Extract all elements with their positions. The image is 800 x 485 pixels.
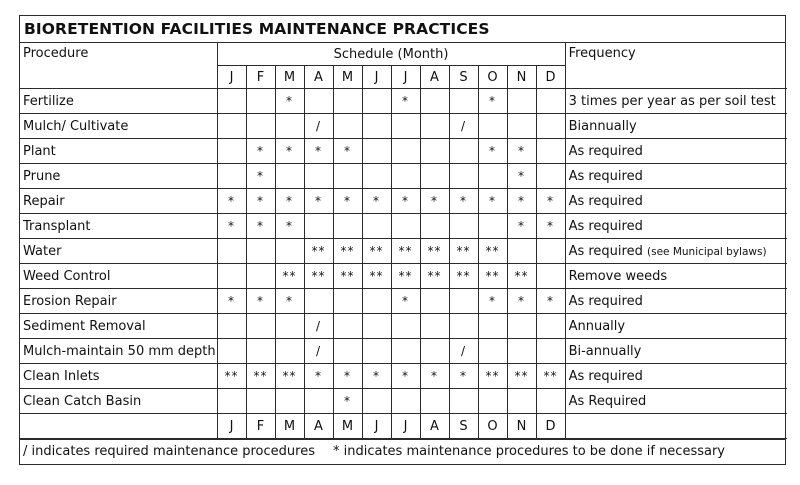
month-header: N bbox=[507, 66, 536, 89]
schedule-mark bbox=[449, 314, 478, 339]
schedule-mark: ** bbox=[391, 239, 420, 264]
frequency-text: As required bbox=[568, 293, 643, 309]
procedure-cell: Repair bbox=[20, 189, 217, 214]
frequency-cell bbox=[565, 214, 787, 239]
schedule-mark bbox=[449, 389, 478, 414]
procedure-cell: Clean Inlets bbox=[20, 364, 217, 389]
schedule-mark: * bbox=[391, 289, 420, 314]
schedule-mark bbox=[217, 239, 246, 264]
schedule-mark bbox=[333, 289, 362, 314]
frequency-text: Remove weeds bbox=[568, 268, 668, 284]
schedule-mark bbox=[362, 139, 391, 164]
schedule-mark: * bbox=[304, 189, 333, 214]
schedule-mark: ** bbox=[217, 364, 246, 389]
schedule-mark bbox=[362, 89, 391, 114]
schedule-mark: * bbox=[420, 189, 449, 214]
schedule-mark: ** bbox=[333, 239, 362, 264]
schedule-mark bbox=[420, 389, 449, 414]
schedule-mark bbox=[478, 114, 507, 139]
month-footer: J bbox=[391, 414, 420, 439]
schedule-mark bbox=[246, 339, 275, 364]
schedule-mark bbox=[217, 139, 246, 164]
schedule-mark: ** bbox=[478, 364, 507, 389]
frequency-text: 3 times per year as per soil test bbox=[568, 93, 776, 109]
frequency-cell bbox=[565, 189, 787, 214]
schedule-mark bbox=[333, 114, 362, 139]
schedule-mark bbox=[275, 164, 304, 189]
frequency-cell bbox=[565, 164, 787, 189]
schedule-mark: * bbox=[391, 89, 420, 114]
schedule-mark bbox=[362, 389, 391, 414]
month-header: S bbox=[449, 66, 478, 89]
schedule-mark bbox=[217, 389, 246, 414]
schedule-mark: * bbox=[478, 89, 507, 114]
schedule-mark bbox=[507, 114, 536, 139]
frequency-cell bbox=[565, 89, 787, 114]
month-footer: N bbox=[507, 414, 536, 439]
maintenance-table bbox=[20, 43, 787, 439]
table-row bbox=[20, 289, 787, 314]
schedule-mark bbox=[536, 89, 565, 114]
month-footer: A bbox=[420, 414, 449, 439]
month-header: M bbox=[333, 66, 362, 89]
schedule-mark: * bbox=[478, 139, 507, 164]
legend bbox=[20, 439, 785, 464]
schedule-mark: * bbox=[275, 289, 304, 314]
procedure-header: Procedure bbox=[20, 43, 217, 89]
frequency-cell bbox=[565, 339, 787, 364]
schedule-mark bbox=[507, 389, 536, 414]
page-title: BIORETENTION FACILITIES MAINTENANCE PRACTICES bbox=[20, 16, 785, 43]
schedule-mark: * bbox=[536, 189, 565, 214]
schedule-mark: * bbox=[275, 89, 304, 114]
schedule-mark bbox=[304, 289, 333, 314]
month-footer: J bbox=[217, 414, 246, 439]
schedule-mark: * bbox=[507, 214, 536, 239]
schedule-mark bbox=[478, 314, 507, 339]
month-header: M bbox=[275, 66, 304, 89]
schedule-mark: * bbox=[391, 364, 420, 389]
procedure-cell: Fertilize bbox=[20, 89, 217, 114]
schedule-mark bbox=[391, 389, 420, 414]
month-header: D bbox=[536, 66, 565, 89]
schedule-mark bbox=[246, 389, 275, 414]
schedule-mark bbox=[449, 214, 478, 239]
schedule-mark bbox=[333, 339, 362, 364]
schedule-mark bbox=[246, 89, 275, 114]
schedule-mark bbox=[333, 314, 362, 339]
schedule-mark: * bbox=[304, 139, 333, 164]
schedule-mark: * bbox=[507, 164, 536, 189]
procedure-cell: Erosion Repair bbox=[20, 289, 217, 314]
schedule-mark bbox=[536, 139, 565, 164]
schedule-mark: ** bbox=[304, 239, 333, 264]
schedule-mark: ** bbox=[362, 264, 391, 289]
frequency-cell bbox=[565, 389, 787, 414]
schedule-mark bbox=[507, 314, 536, 339]
schedule-mark: * bbox=[246, 139, 275, 164]
schedule-mark: * bbox=[478, 289, 507, 314]
schedule-mark: ** bbox=[275, 364, 304, 389]
procedure-cell: Sediment Removal bbox=[20, 314, 217, 339]
schedule-mark: ** bbox=[478, 239, 507, 264]
frequency-cell bbox=[565, 314, 787, 339]
schedule-mark bbox=[275, 314, 304, 339]
schedule-mark: * bbox=[333, 389, 362, 414]
month-header: J bbox=[217, 66, 246, 89]
schedule-mark: * bbox=[275, 189, 304, 214]
month-header: A bbox=[420, 66, 449, 89]
frequency-text: As required bbox=[568, 218, 643, 234]
month-header: O bbox=[478, 66, 507, 89]
schedule-mark bbox=[420, 139, 449, 164]
schedule-mark: ** bbox=[333, 264, 362, 289]
schedule-mark bbox=[304, 214, 333, 239]
footer-blank-cell bbox=[565, 414, 787, 439]
schedule-mark bbox=[333, 214, 362, 239]
footer-blank-cell bbox=[20, 414, 217, 439]
schedule-mark bbox=[478, 214, 507, 239]
maintenance-sheet bbox=[19, 15, 786, 465]
procedure-cell: Weed Control bbox=[20, 264, 217, 289]
month-footer: M bbox=[333, 414, 362, 439]
schedule-mark bbox=[246, 114, 275, 139]
schedule-mark bbox=[275, 389, 304, 414]
frequency-cell bbox=[565, 239, 787, 264]
frequency-cell bbox=[565, 114, 787, 139]
table-row bbox=[20, 389, 787, 414]
schedule-mark: * bbox=[217, 214, 246, 239]
schedule-mark bbox=[275, 114, 304, 139]
schedule-mark: ** bbox=[420, 264, 449, 289]
schedule-mark bbox=[362, 289, 391, 314]
procedure-cell: Mulch-maintain 50 mm depth bbox=[20, 339, 217, 364]
schedule-mark bbox=[391, 139, 420, 164]
schedule-mark bbox=[536, 389, 565, 414]
schedule-mark: * bbox=[304, 364, 333, 389]
schedule-mark bbox=[391, 314, 420, 339]
table-row bbox=[20, 114, 787, 139]
month-footer: M bbox=[275, 414, 304, 439]
schedule-mark bbox=[536, 164, 565, 189]
schedule-mark bbox=[362, 339, 391, 364]
table-row bbox=[20, 214, 787, 239]
schedule-mark bbox=[420, 339, 449, 364]
schedule-mark bbox=[391, 164, 420, 189]
schedule-mark bbox=[362, 114, 391, 139]
schedule-mark: * bbox=[246, 164, 275, 189]
schedule-mark: / bbox=[449, 339, 478, 364]
table-row bbox=[20, 189, 787, 214]
month-footer: F bbox=[246, 414, 275, 439]
schedule-mark: ** bbox=[391, 264, 420, 289]
schedule-mark bbox=[449, 139, 478, 164]
frequency-cell bbox=[565, 289, 787, 314]
schedule-mark bbox=[275, 239, 304, 264]
frequency-text: Bi-annually bbox=[568, 343, 642, 359]
schedule-mark bbox=[536, 314, 565, 339]
schedule-mark: * bbox=[217, 289, 246, 314]
schedule-mark bbox=[478, 339, 507, 364]
table-row bbox=[20, 314, 787, 339]
schedule-mark bbox=[507, 339, 536, 364]
schedule-mark bbox=[217, 264, 246, 289]
month-footer: J bbox=[362, 414, 391, 439]
schedule-mark bbox=[536, 239, 565, 264]
month-footer: O bbox=[478, 414, 507, 439]
schedule-mark bbox=[304, 389, 333, 414]
schedule-mark: * bbox=[362, 189, 391, 214]
procedure-cell: Mulch/ Cultivate bbox=[20, 114, 217, 139]
schedule-mark: * bbox=[246, 289, 275, 314]
schedule-mark: * bbox=[333, 189, 362, 214]
frequency-cell bbox=[565, 364, 787, 389]
schedule-mark bbox=[420, 89, 449, 114]
schedule-mark bbox=[246, 239, 275, 264]
schedule-mark: / bbox=[449, 114, 478, 139]
schedule-mark: ** bbox=[449, 239, 478, 264]
schedule-mark: * bbox=[507, 189, 536, 214]
schedule-mark: * bbox=[275, 139, 304, 164]
schedule-mark bbox=[391, 114, 420, 139]
schedule-mark: * bbox=[362, 364, 391, 389]
schedule-mark bbox=[246, 314, 275, 339]
schedule-mark bbox=[362, 164, 391, 189]
month-footer: D bbox=[536, 414, 565, 439]
schedule-mark bbox=[536, 114, 565, 139]
schedule-mark bbox=[333, 89, 362, 114]
frequency-text: As Required bbox=[568, 393, 647, 409]
frequency-cell bbox=[565, 139, 787, 164]
schedule-mark bbox=[420, 214, 449, 239]
frequency-text: As required bbox=[568, 368, 643, 384]
schedule-mark bbox=[420, 314, 449, 339]
frequency-text: As required bbox=[568, 143, 643, 159]
legend-slash: / indicates required maintenance procedures bbox=[23, 444, 315, 459]
schedule-mark: * bbox=[391, 189, 420, 214]
schedule-mark bbox=[536, 339, 565, 364]
schedule-mark: / bbox=[304, 339, 333, 364]
schedule-mark: * bbox=[217, 189, 246, 214]
frequency-text: As required bbox=[568, 193, 643, 209]
legend-star: * indicates maintenance procedures to be done if necessary bbox=[332, 444, 726, 459]
schedule-mark bbox=[217, 164, 246, 189]
table-row bbox=[20, 264, 787, 289]
procedure-cell: Water bbox=[20, 239, 217, 264]
schedule-mark: ** bbox=[304, 264, 333, 289]
schedule-mark bbox=[449, 164, 478, 189]
schedule-mark: * bbox=[333, 364, 362, 389]
schedule-mark bbox=[217, 314, 246, 339]
frequency-text: Biannually bbox=[568, 118, 637, 134]
schedule-mark bbox=[391, 214, 420, 239]
schedule-mark: * bbox=[275, 214, 304, 239]
schedule-mark bbox=[507, 89, 536, 114]
schedule-mark: ** bbox=[449, 264, 478, 289]
schedule-mark bbox=[246, 264, 275, 289]
schedule-mark: / bbox=[304, 114, 333, 139]
schedule-mark: ** bbox=[420, 239, 449, 264]
schedule-mark: * bbox=[449, 189, 478, 214]
schedule-mark: ** bbox=[246, 364, 275, 389]
schedule-mark: * bbox=[449, 364, 478, 389]
schedule-mark bbox=[217, 114, 246, 139]
frequency-note: (see Municipal bylaws) bbox=[647, 245, 767, 258]
schedule-mark: * bbox=[536, 289, 565, 314]
schedule-mark bbox=[362, 314, 391, 339]
schedule-mark bbox=[333, 164, 362, 189]
month-header: J bbox=[362, 66, 391, 89]
frequency-text: Annually bbox=[568, 318, 626, 334]
schedule-mark: * bbox=[333, 139, 362, 164]
schedule-mark bbox=[420, 164, 449, 189]
schedule-mark: ** bbox=[507, 264, 536, 289]
frequency-text: As required bbox=[568, 168, 643, 184]
table-row bbox=[20, 364, 787, 389]
procedure-cell: Clean Catch Basin bbox=[20, 389, 217, 414]
schedule-mark bbox=[507, 239, 536, 264]
procedure-cell: Prune bbox=[20, 164, 217, 189]
schedule-mark bbox=[304, 164, 333, 189]
schedule-mark: * bbox=[246, 214, 275, 239]
schedule-mark bbox=[217, 89, 246, 114]
schedule-mark bbox=[217, 339, 246, 364]
table-row bbox=[20, 239, 787, 264]
table-row bbox=[20, 139, 787, 164]
month-footer: A bbox=[304, 414, 333, 439]
schedule-mark: * bbox=[420, 364, 449, 389]
schedule-mark: * bbox=[478, 189, 507, 214]
schedule-mark bbox=[449, 89, 478, 114]
schedule-mark: * bbox=[507, 139, 536, 164]
table-row bbox=[20, 164, 787, 189]
schedule-mark bbox=[478, 389, 507, 414]
frequency-text: As required bbox=[568, 243, 643, 259]
schedule-mark bbox=[536, 264, 565, 289]
schedule-mark: / bbox=[304, 314, 333, 339]
schedule-mark bbox=[275, 339, 304, 364]
month-header: J bbox=[391, 66, 420, 89]
schedule-mark: ** bbox=[275, 264, 304, 289]
schedule-mark bbox=[420, 114, 449, 139]
procedure-cell: Transplant bbox=[20, 214, 217, 239]
schedule-mark: ** bbox=[478, 264, 507, 289]
schedule-mark bbox=[304, 89, 333, 114]
header-row bbox=[20, 43, 787, 66]
schedule-header: Schedule (Month) bbox=[217, 43, 565, 66]
table-row bbox=[20, 339, 787, 364]
schedule-mark: * bbox=[246, 189, 275, 214]
schedule-mark bbox=[420, 289, 449, 314]
table-row bbox=[20, 89, 787, 114]
schedule-mark: ** bbox=[362, 239, 391, 264]
schedule-mark bbox=[362, 214, 391, 239]
frequency-cell bbox=[565, 264, 787, 289]
schedule-mark: * bbox=[507, 289, 536, 314]
schedule-mark: ** bbox=[536, 364, 565, 389]
schedule-mark: * bbox=[536, 214, 565, 239]
schedule-mark bbox=[391, 339, 420, 364]
schedule-mark: ** bbox=[507, 364, 536, 389]
schedule-mark bbox=[449, 289, 478, 314]
procedure-cell: Plant bbox=[20, 139, 217, 164]
schedule-mark bbox=[478, 164, 507, 189]
month-footer-row bbox=[20, 414, 787, 439]
month-header: A bbox=[304, 66, 333, 89]
month-footer: S bbox=[449, 414, 478, 439]
month-header: F bbox=[246, 66, 275, 89]
frequency-header: Frequency bbox=[565, 43, 787, 89]
